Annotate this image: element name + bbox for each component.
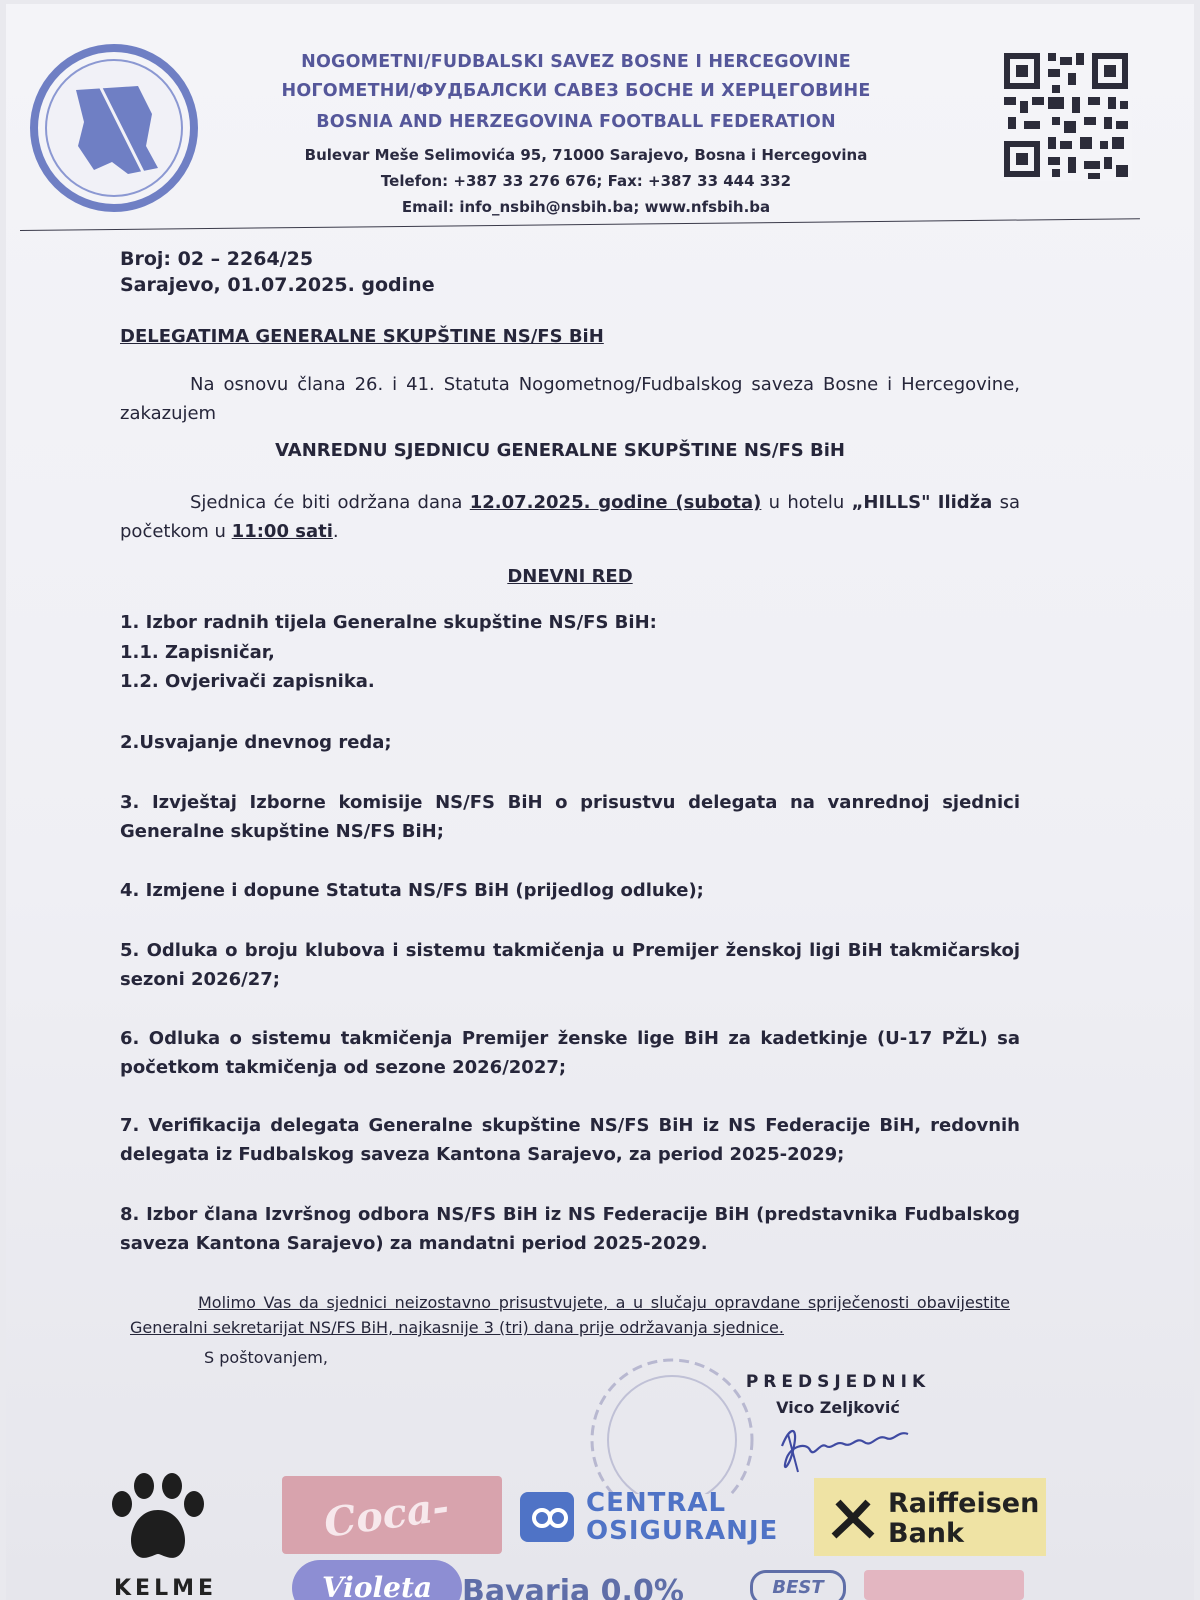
federation-name-bosnian: NOGOMETNI/FUDBALSKI SAVEZ BOSNE I HERCEGOVINE [301, 52, 851, 72]
central-wordmark: CENTRAL [586, 1488, 727, 1518]
meeting-hotel: „HILLS" [851, 492, 931, 513]
agenda-item-1-1: 1.1. Zapisničar, [120, 642, 275, 663]
closing-paragraph: Molimo Vas da sjednici neizostavno prisustvujete, a u slučaju opravdane spriječenosti obavijestite Generalni sekretarijat NS/FS BiH, najkasnije 3 (tri) dana prije održavanja sjednice. [130, 1293, 1010, 1337]
raiffeisen-wordmark: Raiffeisen [888, 1488, 1040, 1519]
federation-email-web: Email: info_nsbih@nsbih.ba; www.nfsbih.ba [401, 198, 771, 216]
federation-logo [28, 42, 200, 214]
signatory-title: PREDSJEDNIK [745, 1372, 931, 1392]
raiffeisen-gable-icon [828, 1492, 878, 1542]
sponsor-kelme: KELME [114, 1576, 218, 1600]
agenda-item-2: 2.Usvajanje dnevnog reda; [120, 732, 392, 753]
regards: S poštovanjem, [204, 1348, 328, 1367]
official-stamp [582, 1344, 782, 1494]
federation-address: Bulevar Meše Selimovića 95, 71000 Sarajevo, Bosna i Hercegovina [304, 146, 868, 164]
agenda-item-3: 3. Izvještaj Izborne komisije NS/FS BiH o prisustvu delegata na vanrednoj sjednici Generalne skupštine NS/FS BiH; [120, 792, 1020, 842]
handwritten-signature [776, 1416, 926, 1476]
agenda-item-4: 4. Izmjene i dopune Statuta NS/FS BiH (prijedlog odluke); [120, 880, 704, 901]
meeting-mid: u hotelu [768, 492, 845, 513]
agenda-item-5: 5. Odluka o broju klubova i sistemu takmičenja u Premijer ženskoj ligi BiH takmičarskoj sezoni 2026/27; [120, 940, 1020, 990]
central-logo-icon [520, 1492, 574, 1542]
sponsor-unreadable-logo [864, 1570, 1024, 1600]
meeting-paragraph [120, 488, 1020, 546]
agenda-item-1-2: 1.2. Ovjerivači zapisnika. [120, 671, 375, 692]
agenda-item-1: 1. Izbor radnih tijela Generalne skupštine NS/FS BiH: [120, 612, 657, 633]
intro-paragraph: Na osnovu člana 26. i 41. Statuta Nogometnog/Fudbalskog saveza Bosne i Hercegovine, zakazujem [120, 374, 1020, 424]
kelme-paw-logo [104, 1470, 212, 1566]
sponsor-central-osiguranje [516, 1486, 796, 1548]
agenda-item-8: 8. Izbor člana Izvršnog odbora NS/FS BiH iz NS Federacije BiH (predstavnika Fudbalskog saveza Kantona Sarajevo) za mandatni period 2025-2029. [120, 1204, 1020, 1254]
federation-name-english: BOSNIA AND HERZEGOVINA FOOTBALL FEDERATION [316, 112, 836, 132]
bank-wordmark: Bank [888, 1518, 964, 1549]
addressee: DELEGATIMA GENERALNE SKUPŠTINE NS/FS BiH [120, 326, 604, 347]
header-divider [20, 218, 1140, 231]
violeta-wordmark: Violeta [321, 1571, 433, 1600]
agenda-item-7: 7. Verifikacija delegata Generalne skupštine NS/FS BiH iz NS Federacije BiH, redovnih delegata iz Fudbalskog saveza Kantona Sarajevo, za period 2025-2029; [120, 1115, 1020, 1165]
agenda-item-6: 6. Odluka o sistemu takmičenja Premijer ženske lige BiH za kadetkinje (U-17 PŽL) sa početkom takmičenja od sezone 2026/2027; [120, 1028, 1020, 1078]
qr-code [1000, 48, 1132, 182]
federation-name-cyrillic: НОГОМЕТНИ/ФУДБАЛСКИ САВЕЗ БОСНЕ И ХЕРЦЕГОВИНЕ [281, 81, 871, 101]
letter-page [6, 4, 1194, 1600]
sponsor-bavaria: Bavaria 0.0% [462, 1574, 684, 1600]
meeting-place: Ilidža [937, 492, 993, 513]
meeting-time-lead: sa početkom u [120, 492, 1020, 542]
agenda-title: DNEVNI RED [507, 566, 633, 587]
sponsor-best: BEST [750, 1570, 846, 1600]
signatory-name: Vico Zeljković [776, 1398, 900, 1417]
sponsor-coca-cola [282, 1476, 502, 1554]
meeting-end: . [332, 521, 339, 542]
meeting-date: 12.07.2025. godine (subota) [469, 492, 762, 513]
meeting-time: 11:00 sati [231, 521, 333, 542]
osiguranje-wordmark: OSIGURANJE [586, 1516, 779, 1546]
document-number: Broj: 02 – 2264/25 [120, 248, 314, 270]
meeting-lead: Sjednica će biti održana dana [190, 492, 463, 513]
sponsor-violeta [292, 1560, 462, 1600]
federation-phone-fax: Telefon: +387 33 276 676; Fax: +387 33 444 332 [380, 172, 792, 190]
coca-cola-wordmark: Coca-Cola [321, 1482, 452, 1547]
document-place-date: Sarajevo, 01.07.2025. godine [120, 274, 435, 296]
session-title: VANREDNU SJEDNICU GENERALNE SKUPŠTINE NS/FS BiH [275, 440, 845, 461]
sponsor-raiffeisen-bank [814, 1478, 1046, 1556]
